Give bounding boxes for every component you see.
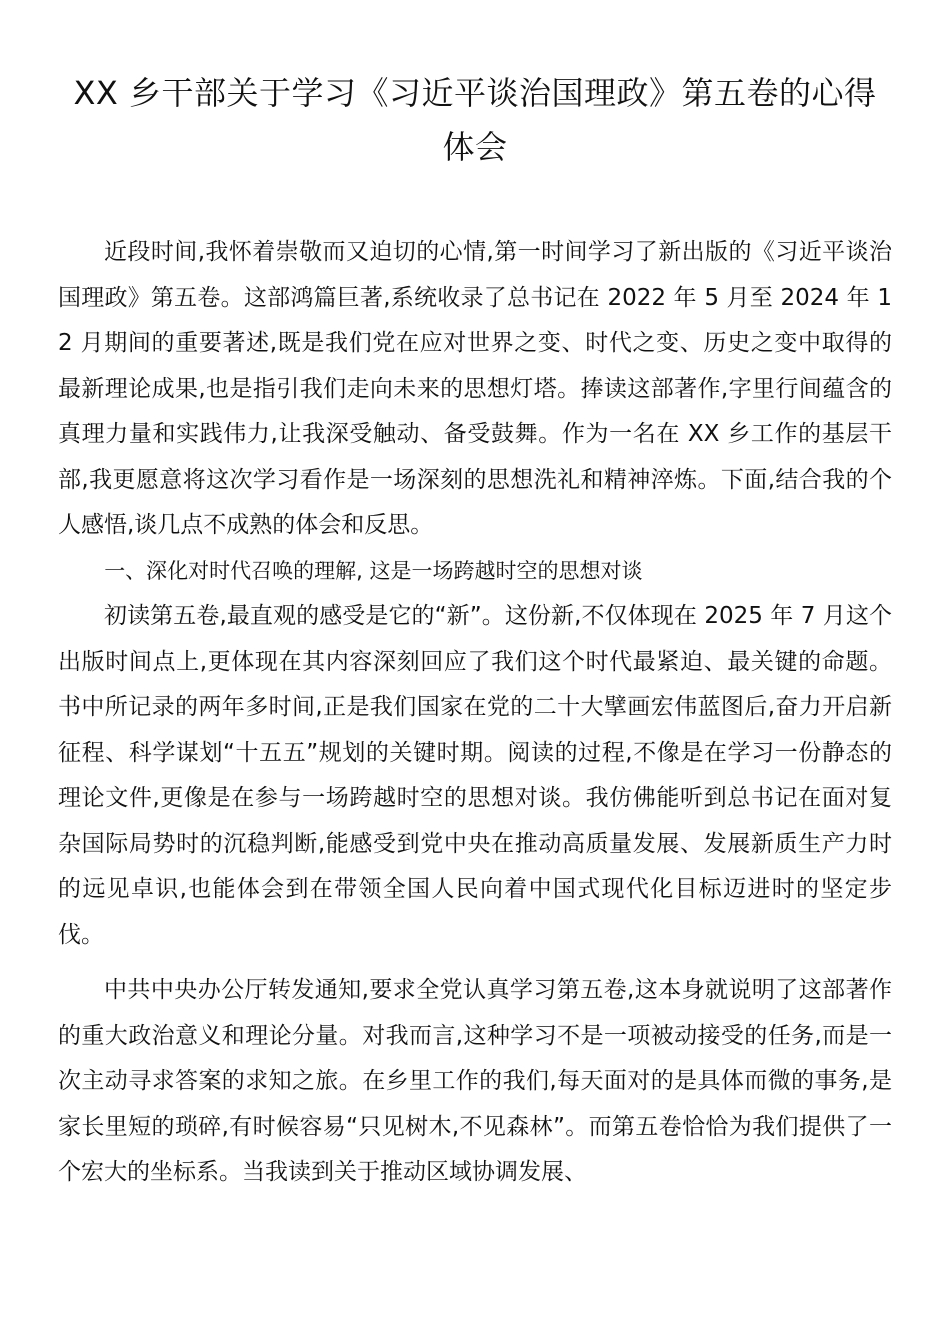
document-page: [58, 66, 892, 1196]
paragraph-first-impression: 初读第五卷,最直观的感受是它的“新”。这份新,不仅体现在 2025 年 7 月这个出版时间点上,更体现在其内容深刻回应了我们这个时代最紧迫、最关键的命题。书中所记录的两年多时间,正是我们国家在党的二十大擘画宏伟蓝图后,奋力开启新征程、科学谋划“十五五”规划的关键时期。阅读的过程,不像是在学习一份静态的理论文件,更像是在参与一场跨越时空的思想对谈。我仿佛能听到总书记在面对复杂国际局势时的沉稳判断,能感受到党中央在推动高质量发展、发展新质生产力时的远见卓识,也能体会到在带领全国人民向着中国式现代化目标迈进时的坚定步伐。: [58, 603, 892, 948]
paragraph-study-notice: 中共中央办公厅转发通知,要求全党认真学习第五卷,这本身就说明了这部著作的重大政治意义和理论分量。对我而言,这种学习不是一项被动接受的任务,而是一次主动寻求答案的求知之旅。在乡里工作的我们,每天面对的是具体而微的事务,是家长里短的琐碎,有时候容易“只见树木,不见森林”。而第五卷恰恰为我们提供了一个宏大的坐标系。当我读到关于推动区域协调发展、: [58, 977, 892, 1185]
document-body: [58, 230, 892, 1196]
section-heading-1: 一、深化对时代召唤的理解, 这是一场跨越时空的思想对谈: [104, 558, 643, 583]
document-title: XX 乡干部关于学习《习近平谈治国理政》第五卷的心得体会: [73, 74, 877, 166]
paragraph-intro: 近段时间,我怀着崇敬而又迫切的心情,第一时间学习了新出版的《习近平谈治国理政》第五卷。这部鸿篇巨著,系统收录了总书记在 2022 年 5 月至 2024 年 12 月期间的重要著述,既是我们党在应对世界之变、时代之变、历史之变中取得的最新理论成果,也是指引我们走向未来的思想灯塔。捧读这部著作,字里行间蕴含的真理力量和实践伟力,让我深受触动、备受鼓舞。作为一名在 XX 乡工作的基层干部,我更愿意将这次学习看作是一场深刻的思想洗礼和精神淬炼。下面,结合我的个人感悟,谈几点不成熟的体会和反思。: [58, 239, 892, 538]
